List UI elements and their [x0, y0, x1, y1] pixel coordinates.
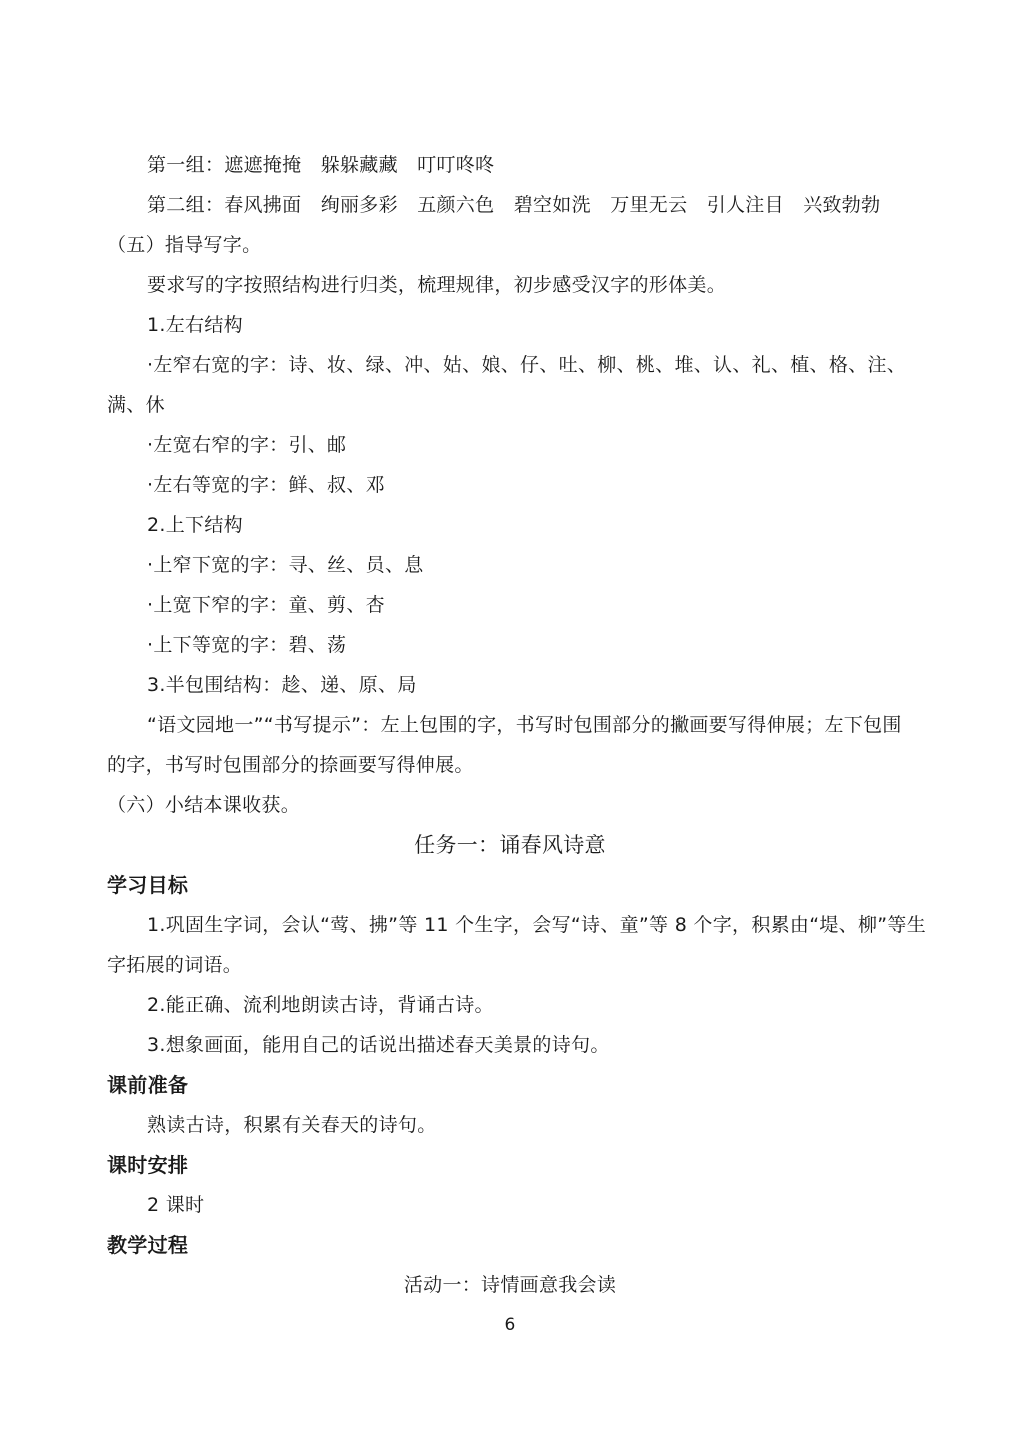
paragraph-continued: 的字，书写时包围部分的捺画要写得伸展。 — [107, 754, 474, 776]
group-one-words: 第一组：遮遮掩掩 躲躲藏藏 叮叮咚咚 — [147, 154, 495, 176]
list-item: ·左窄右宽的字：诗、妆、绿、冲、姑、娘、仔、吐、柳、桃、堆、认、礼、植、格、注、 — [147, 354, 907, 376]
paragraph: “语文园地一”“书写提示”：左上包围的字，书写时包围部分的撇画要写得伸展；左下包围 — [147, 714, 902, 736]
list-item: ·上下等宽的字：碧、荡 — [147, 634, 347, 656]
schedule-heading: 课时安排 — [107, 1153, 189, 1177]
list-item: ·左右等宽的字：鲜、叔、邓 — [147, 474, 385, 496]
goal-item: 1.巩固生字词，会认“莺、拂”等 11 个生字，会写“诗、童”等 8 个字，积累由“堤、柳”等生 — [147, 914, 927, 936]
preparation-heading: 课前准备 — [107, 1073, 189, 1097]
task-title: 任务一：诵春风诗意 — [414, 833, 606, 857]
section-heading-five: （五）指导写字。 — [107, 234, 262, 256]
goal-item: 2.能正确、流利地朗读古诗，背诵古诗。 — [147, 994, 494, 1016]
activity-title: 活动一：诗情画意我会读 — [403, 1274, 617, 1296]
process-heading: 教学过程 — [107, 1233, 189, 1257]
list-heading: 2.上下结构 — [147, 514, 243, 536]
list-item: ·左宽右窄的字：引、邮 — [147, 434, 347, 456]
list-heading: 1.左右结构 — [147, 314, 243, 336]
paragraph: 要求写的字按照结构进行归类，梳理规律，初步感受汉字的形体美。 — [147, 274, 727, 296]
list-item: ·上宽下窄的字：童、剪、杏 — [147, 594, 385, 616]
goal-item-continued: 字拓展的词语。 — [107, 954, 243, 976]
group-two-words: 第二组：春风拂面 绚丽多彩 五颜六色 碧空如洗 万里无云 引人注目 兴致勃勃 — [147, 194, 881, 216]
section-heading-six: （六）小结本课收获。 — [107, 794, 301, 816]
list-item: ·上窄下宽的字：寻、丝、员、息 — [147, 554, 424, 576]
list-heading: 3.半包围结构：趁、递、原、局 — [147, 674, 417, 696]
paragraph: 2 课时 — [147, 1194, 205, 1216]
paragraph: 熟读古诗，积累有关春天的诗句。 — [147, 1114, 437, 1136]
learning-goals-heading: 学习目标 — [107, 873, 189, 897]
page-number: 6 — [504, 1315, 516, 1335]
goal-item: 3.想象画面，能用自己的话说出描述春天美景的诗句。 — [147, 1034, 610, 1056]
list-item-continued: 满、休 — [107, 394, 165, 416]
